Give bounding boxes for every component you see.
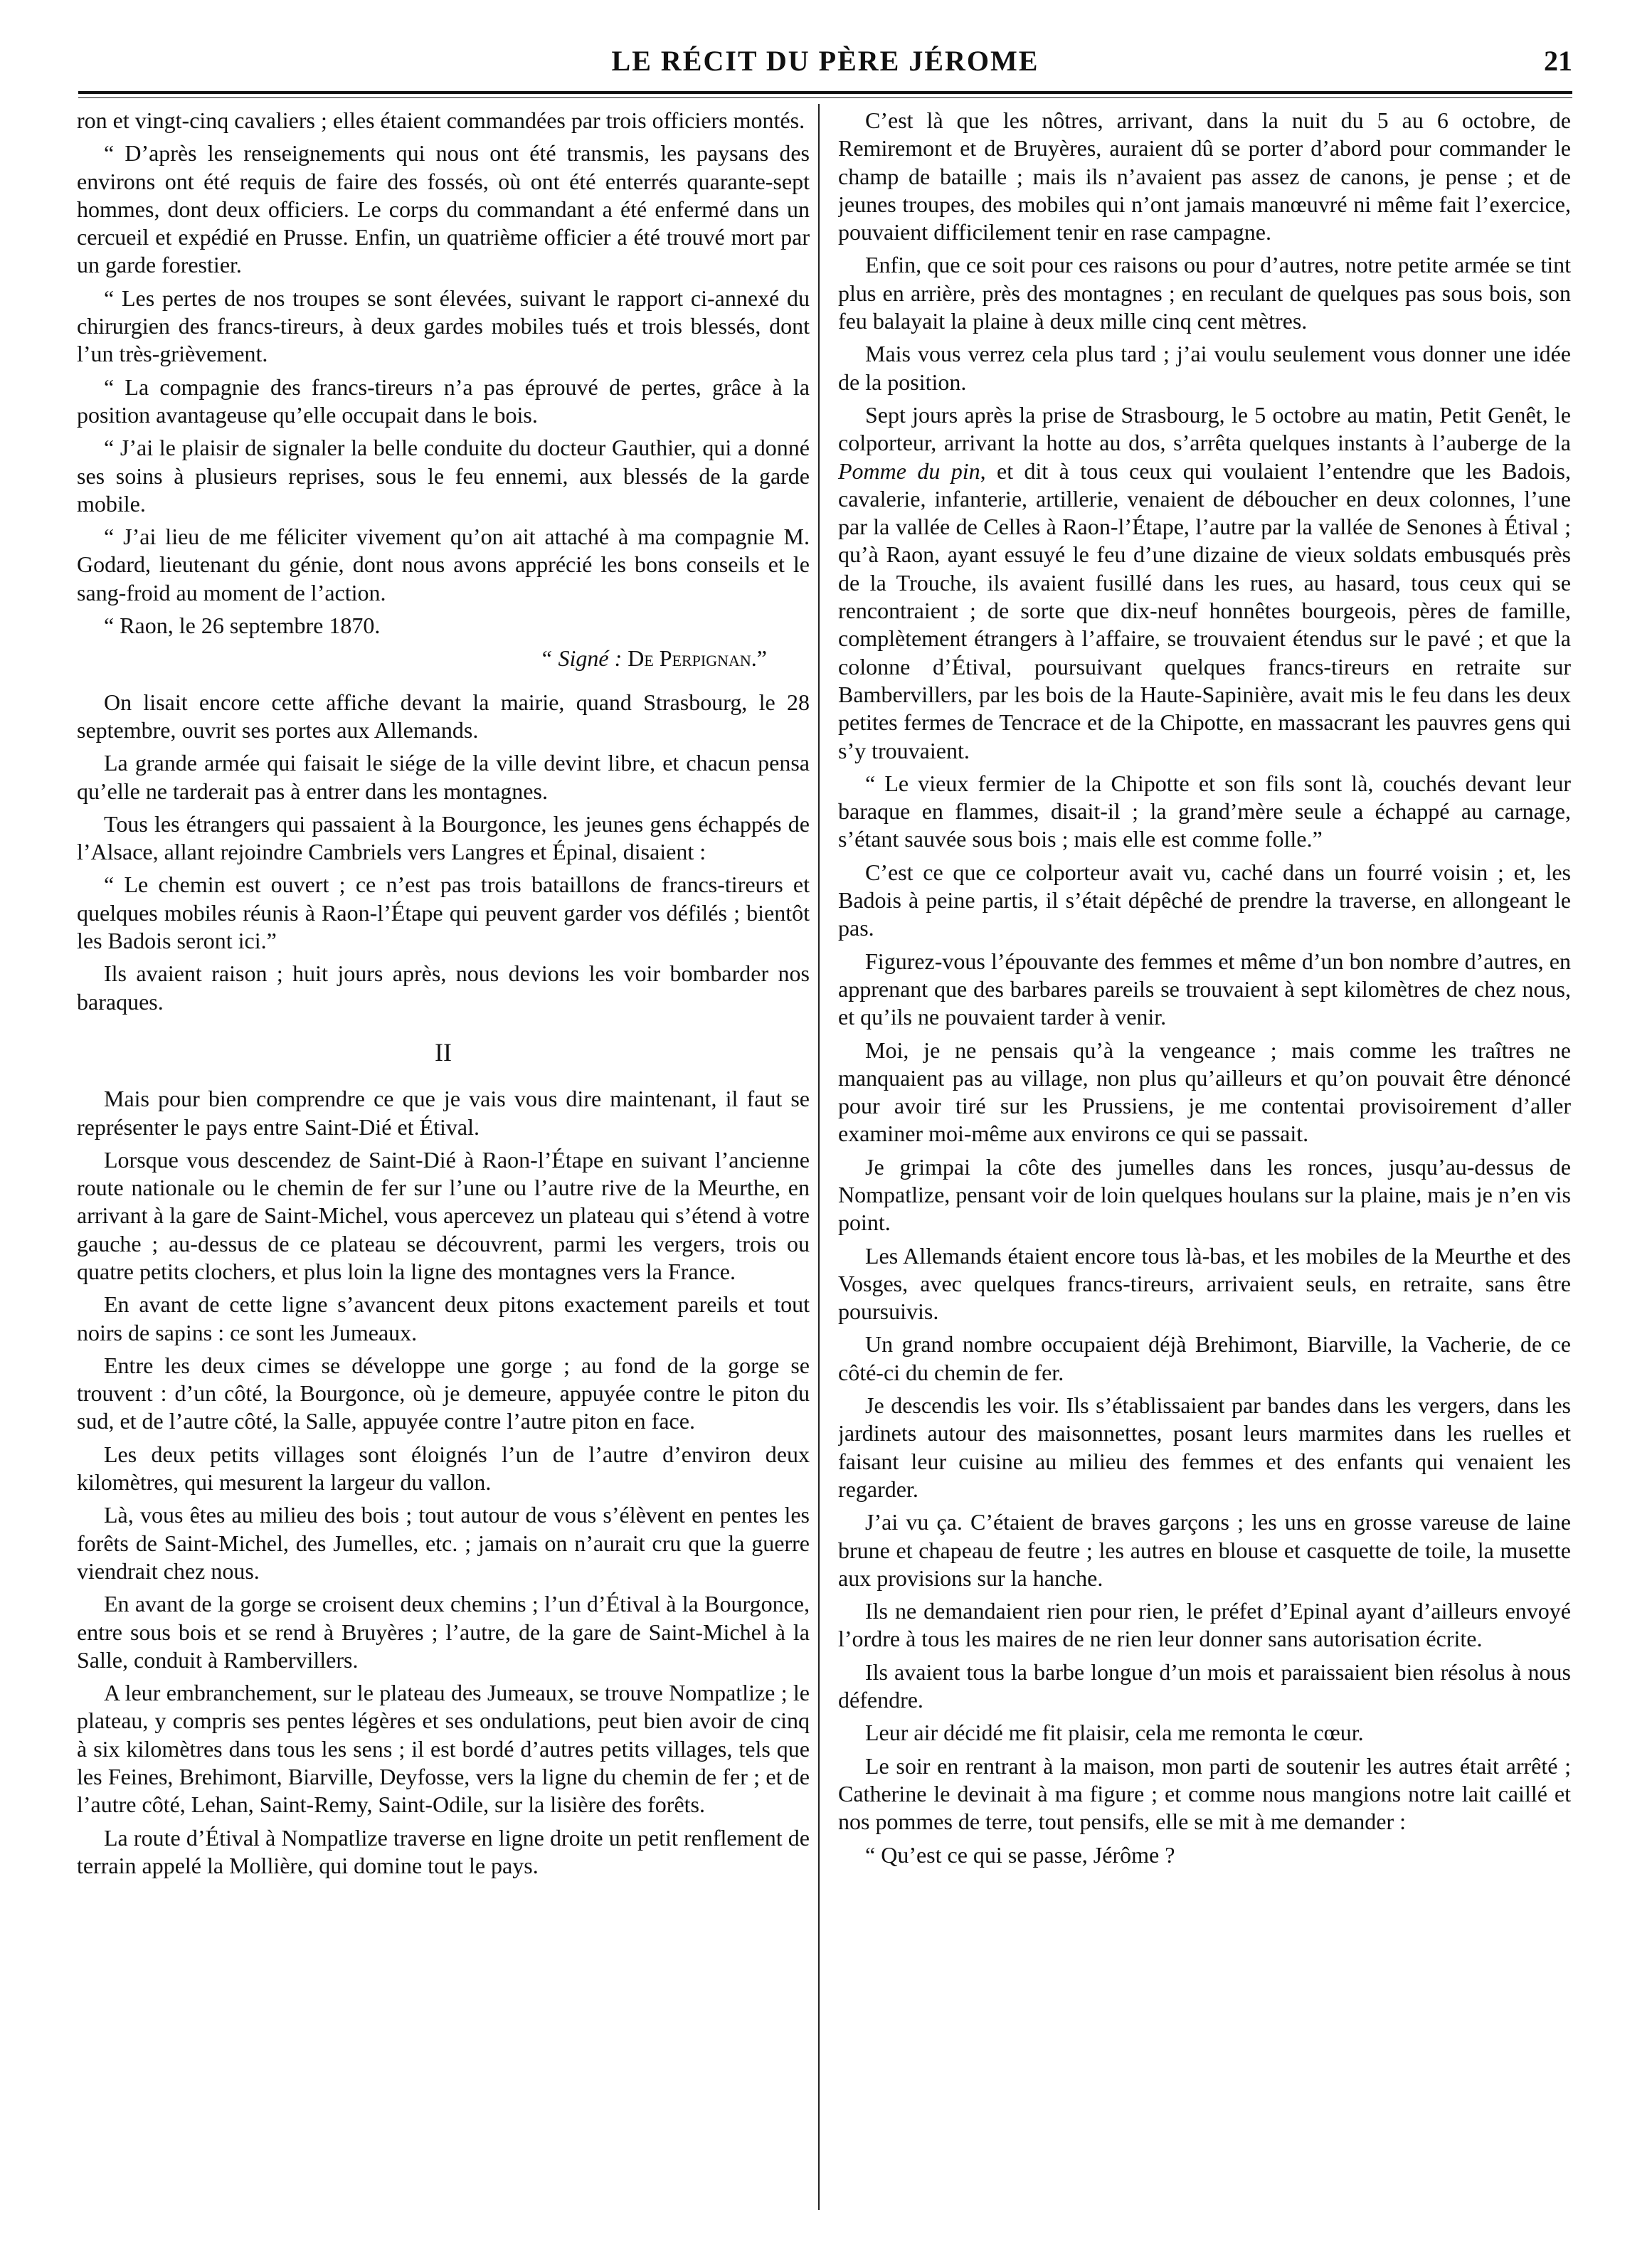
right-column [838, 107, 1571, 2213]
paragraph: “ La compagnie des francs-tireurs n’a pas éprouvé de pertes, grâce à la position avantageuse qu’elle occupait dans le bois. [77, 374, 810, 428]
paragraph: J’ai vu ça. C’étaient de braves garçons ; les uns en grosse vareuse de laine brune et chapeau de feutre ; les autres en blouse et casquette de toile, la musette aux provisions sur la hanche. [838, 1509, 1571, 1591]
paragraph: Là, vous êtes au milieu des bois ; tout autour de vous s’élèvent en pentes les forêts de Saint-Michel, des Jumelles, etc. ; jamais on n’aurait cru que la guerre viendrait chez nous. [77, 1502, 810, 1584]
paragraph: “ D’après les renseignements qui nous ont été transmis, les paysans des environs ont été requis de faire des fossés, où ont été enterrés quarante-sept hommes, dont deux officiers. Le corps du commandant a été enfermé dans un cercueil et expédié en Prusse. Enfin, un quatrième officier a été trouvé mort par un garde forestier. [77, 140, 810, 278]
paragraph: Je descendis les voir. Ils s’établissaient par bandes dans les vergers, dans les jardinets autour des maisonnettes, posant leurs marmites dans les ruelles et faisant leur cuisine au milieu des femmes et des enfants qui venaient les regarder. [838, 1392, 1571, 1502]
paragraph: Ils avaient tous la barbe longue d’un mois et paraissaient bien résolus à nous défendre. [838, 1658, 1571, 1713]
paragraph: “ J’ai le plaisir de signaler la belle conduite du docteur Gauthier, qui a donné ses soins à plusieurs reprises, sous le feu ennemi, aux blessés de la garde mobile. [77, 435, 810, 517]
page-number: 21 [1544, 45, 1572, 77]
paragraph: Lorsque vous descendez de Saint-Dié à Raon-l’Étape en suivant l’ancienne route nationale ou le chemin de fer sur l’une ou l’autre rive de la Meurthe, en arrivant à la gare de Saint-Michel, vous apercevez un plateau qui s’étend à votre gauche ; au-dessus de ce plateau se découvrent, parmi les vergers, trois ou quatre petits clochers, et plus loin la ligne des montagnes vers la France. [77, 1146, 810, 1284]
paragraph: Un grand nombre occupaient déjà Brehimont, Biarville, la Vacherie, de ce côté-ci du chemin de fer. [838, 1331, 1571, 1385]
paragraph: On lisait encore cette affiche devant la mairie, quand Strasbourg, le 28 septembre, ouvrit ses portes aux Allemands. [77, 689, 810, 743]
section-number: II [435, 1037, 452, 1067]
paragraph-text: Sept jours après la prise de Strasbourg, le 5 octobre au matin, Petit Genêt, le colporteur, arrivant la hotte au dos, s’arrêta quelques instants à l’auberge de la [838, 401, 1571, 456]
paragraph: A leur embranchement, sur le plateau des Jumeaux, se trouve Nompatlize ; le plateau, y compris ses pentes légères et ses ondulations, peut bien avoir de cinq à six kilomètres dans tous les sens ; il est bordé d’autres petits villages, tels que les Feines, Brehimont, Biarville, Deyfosse, vers la ligne du chemin de fer ; et de l’autre côté, Lehan, Saint-Remy, Saint-Odile, sur la lisière des forêts. [77, 1680, 810, 1818]
paragraph: “ Le chemin est ouvert ; ce n’est pas trois bataillons de francs-tireurs et quelques mobiles réunis à Raon-l’Étape qui peuvent garder vos défilés ; bientôt les Badois seront ici.” [77, 872, 810, 954]
header-rule-thick [78, 91, 1572, 94]
paragraph: Le soir en rentrant à la maison, mon parti de soutenir les autres était arrêté ; Catherine le devinait à ma figure ; et comme nous mangions notre lait caillé et nos pommes de terre, tout pensifs, elle se mit à me demander : [838, 1752, 1571, 1835]
paragraph: C’est ce que ce colporteur avait vu, caché dans un fourré voisin ; et, les Badois à peine partis, il s’était dépêché de prendre la traverse, en allongeant le pas. [838, 859, 1571, 941]
paragraph: En avant de cette ligne s’avancent deux pitons exactement pareils et tout noirs de sapins : ce sont les Jumeaux. [77, 1291, 810, 1345]
signature-name: De Perpignan.” [628, 645, 767, 672]
header-rule-thin [78, 97, 1572, 98]
paragraph: “ J’ai lieu de me féliciter vivement qu’on ait attaché à ma compagnie M. Godard, lieutenant du génie, dont nous avons apprécié les bons conseils et le sang-froid au moment de l’action. [77, 524, 810, 605]
report-date: “ Raon, le 26 septembre 1870. [104, 613, 381, 639]
paragraph: Leur air décidé me fit plaisir, cela me remonta le cœur. [865, 1720, 1364, 1746]
inn-name: Pomme du pin [838, 457, 980, 484]
paragraph: Les deux petits villages sont éloignés l’un de l’autre d’environ deux kilomètres, qui mesurent la largeur du vallon. [77, 1441, 810, 1496]
paragraph: Entre les deux cimes se développe une gorge ; au fond de la gorge se trouvent : d’un côté, la Bourgonce, où je demeure, appuyée contre le piton du sud, et de l’autre côté, la Salle, appuyée contre l’autre piton en face. [77, 1352, 810, 1434]
paragraph: “ Le vieux fermier de la Chipotte et son fils sont là, couchés devant leur baraque en flammes, disait-il ; la grand’mère seule a échappé au carnage, s’étant sauvée sous bois ; mais elle est comme folle.” [838, 770, 1571, 852]
running-head [78, 44, 1572, 87]
paragraph: “ Qu’est ce qui se passe, Jérôme ? [865, 1841, 1175, 1868]
paragraph: Mais vous verrez cela plus tard ; j’ai voulu seulement vous donner une idée de la position. [838, 341, 1571, 395]
left-column [77, 107, 810, 2213]
signature [77, 645, 810, 672]
paragraph: Tous les étrangers qui passaient à la Bourgonce, les jeunes gens échappés de l’Alsace, allant rejoindre Cambriels vers Langres et Épinal, disaient : [77, 810, 810, 865]
paragraph: Enfin, que ce soit pour ces raisons ou pour d’autres, notre petite armée se tint plus en arrière, près des montagnes ; en reculant de quelques pas sous bois, son feu balayait la plaine à deux mille cinq cent mètres. [838, 252, 1571, 334]
paragraph: Ils avaient raison ; huit jours après, nous devions les voir bombarder nos baraques. [77, 961, 810, 1015]
paragraph: Figurez-vous l’épouvante des femmes et même d’un bon nombre d’autres, en apprenant que des barbares pareils se trouvaient à sept kilomètres de chez nous, et qu’ils ne pouvaient tarder à venir. [838, 948, 1571, 1030]
paragraph-text: , et dit à tous ceux qui voulaient l’entendre que les Badois, cavalerie, infanterie, artillerie, venaient de déboucher en deux colonnes, l’une par la vallée de Celles à Raon-l’Étape, l’autre par la vallée de Senones à Étival ; qu’à Raon, ayant essuyé le feu d’une dizaine de vieux soldats embusqués près de la Trouche, ils avaient fusillé dans les rues, au hasard, tous ceux qui se rencontraient ; de sorte que dix-neuf honnêtes bourgeois, pères de famille, complètement étrangers à l’affaire, se trouvaient étendus sur le pavé ; et que la colonne d’Étival, poursuivant quelques francs-tireurs en retraite sur Bambervillers, par les bois de la Haute-Sapinière, avait mis le feu dans les deux petites fermes de Tencrace et de la Chipotte, en massacrant les pauvres gens qui s’y trouvaient. [838, 457, 1571, 763]
paragraph [838, 401, 1571, 765]
paragraph: Mais pour bien comprendre ce que je vais vous dire maintenant, il faut se représenter le pays entre Saint-Dié et Étival. [77, 1086, 810, 1140]
paragraph: La grande armée qui faisait le siége de la ville devint libre, et chacun pensa qu’elle ne tarderait pas à entrer dans les montagnes. [77, 750, 810, 804]
paragraph: En avant de la gorge se croisent deux chemins ; l’un d’Étival à la Bourgonce, entre sous bois et se rend à Bruyères ; l’autre, de la gare de Saint-Michel à la Salle, conduit à Rambervillers. [77, 1591, 810, 1673]
paragraph: “ Les pertes de nos troupes se sont élevées, suivant le rapport ci-annexé du chirurgien des francs-tireurs, à deux gardes mobiles tués et trois blessés, dont l’un très-grièvement. [77, 285, 810, 367]
paragraph: La route d’Étival à Nompatlize traverse en ligne droite un petit renflement de terrain appelé la Mollière, qui domine tout le pays. [77, 1824, 810, 1878]
signature-prefix: “ Signé : [539, 645, 623, 672]
paragraph: Je grimpai la côte des jumelles dans les ronces, jusqu’au-dessus de Nompatlize, pensant voir de loin quelques houlans sur la plaine, mais je n’en vis point. [838, 1153, 1571, 1236]
paragraph: Les Allemands étaient encore tous là-bas, et les mobiles de la Meurthe et des Vosges, avec quelques francs-tireurs, arrivaient seuls, en retraite, sans être poursuivis. [838, 1242, 1571, 1325]
paragraph: Moi, je ne pensais qu’à la vengeance ; mais comme les traîtres ne manquaient pas au village, non plus qu’ailleurs et qu’on pouvait être dénoncé pour avoir tiré sur les Prussiens, je me contentai provisoirement d’aller examiner moi-même aux environs ce qui se passait. [838, 1037, 1571, 1147]
paragraph: ron et vingt-cinq cavaliers ; elles étaient commandées par trois officiers montés. [77, 107, 805, 133]
paragraph: C’est là que les nôtres, arrivant, dans la nuit du 5 au 6 octobre, de Remiremont et de Bruyères, auraient dû se porter d’abord pour commander le champ de bataille ; mais ils n’avaient pas assez de canons, je pense ; et de jeunes troupes, des mobiles qui n’ont jamais manœuvré ni même fait l’exercice, pouvaient difficilement tenir en rase campagne. [838, 107, 1571, 245]
column-divider [818, 104, 820, 2210]
paragraph: Ils ne demandaient rien pour rien, le préfet d’Epinal ayant d’ailleurs envoyé l’ordre à tous les maires de ne rien leur donner sans autorisation écrite. [838, 1598, 1571, 1652]
running-title: LE RÉCIT DU PÈRE JÉROME [611, 45, 1039, 77]
